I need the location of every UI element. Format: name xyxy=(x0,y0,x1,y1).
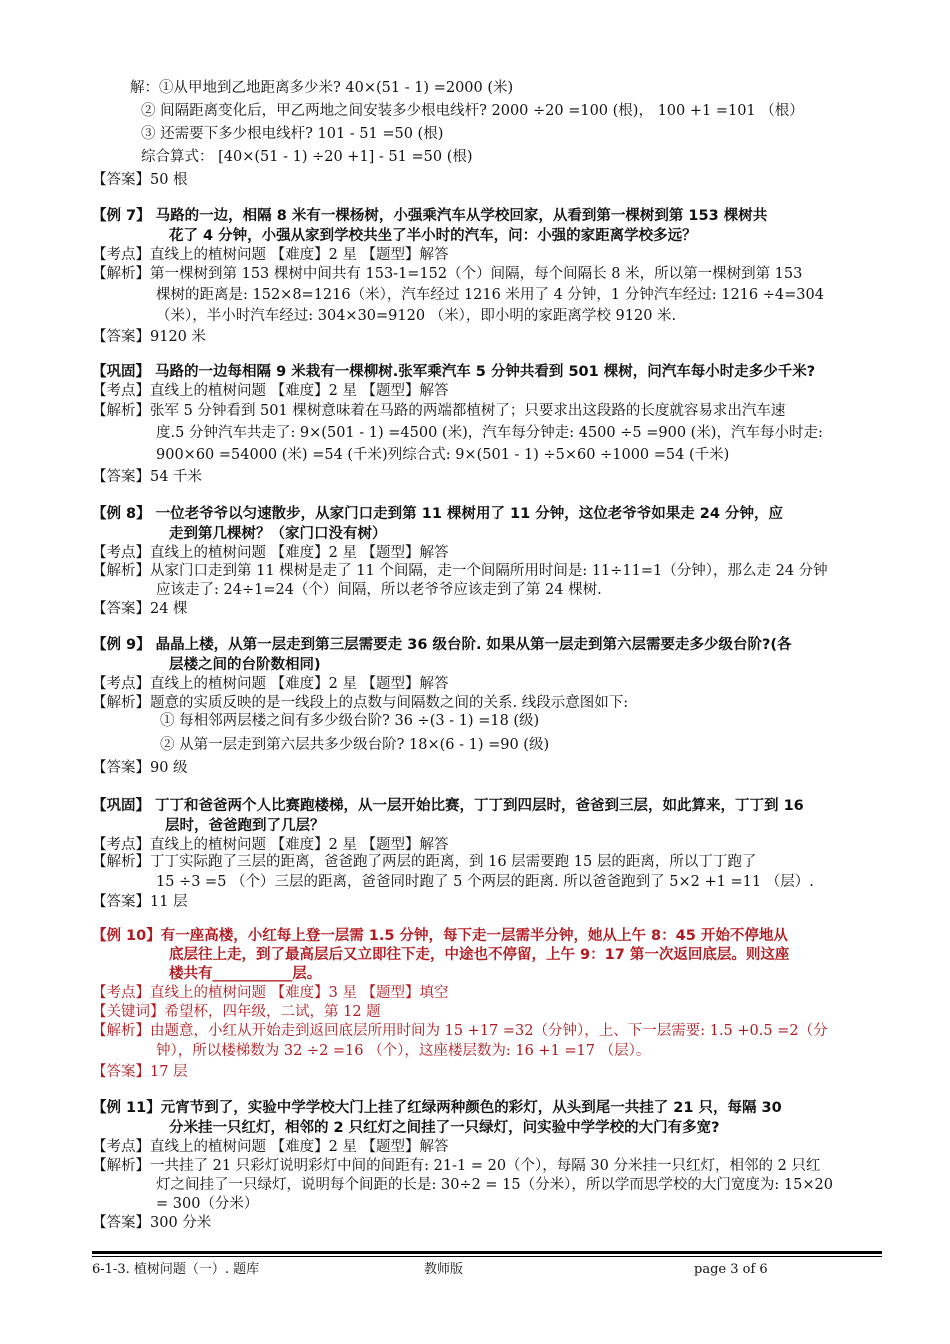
analysis-line: ② 从第一层走到第六层共多少级台阶? 18×(6 - 1) =90 (级) xyxy=(160,737,550,753)
question-line: 底层往上走，到了最高层后又立即往下走，中途也不停留，上午 9：17 第一次返回底层。则这座 xyxy=(169,947,790,963)
analysis-line: （米），半小时汽车经过: 304×30=9120 （米），即小明的家距离学校 9120 米. xyxy=(156,308,677,324)
analysis-line: 【解析】张军 5 分钟看到 501 棵树意味着在马路的两端都植树了；只要求出这段路的长度就容易求出汽车速 xyxy=(92,403,786,419)
question-line: 【例 7】 马路的一边，相隔 8 米有一棵杨树，小强乘汽车从学校回家，从看到第一棵树到第 153 棵树共 xyxy=(92,208,768,224)
topic-line: 【考点】直线上的植树问题 【难度】3 星 【题型】填空 xyxy=(92,985,449,1001)
question-line: 【例 8】 一位老爷爷以匀速散步，从家门口走到第 11 棵树用了 11 分钟，这位老爷爷如果走 24 分钟，应 xyxy=(92,506,784,522)
analysis-line: 灯之间挂了一只绿灯，说明每个间距的长是: 30÷2 = 15（分米），所以学而思学校的大门宽度为: 15×20 xyxy=(156,1177,833,1193)
analysis-line: 应该走了: 24÷1=24（个）间隔，所以老爷爷应该走到了第 24 棵树. xyxy=(156,582,602,598)
answer: 【答案】17 层 xyxy=(92,1064,188,1080)
question-line: 【巩固】 马路的一边每相隔 9 米栽有一棵柳树.张军乘汽车 5 分钟共看到 501 棵树，问汽车每小时走多少千米? xyxy=(92,364,816,380)
topic-line: 【考点】直线上的植树问题 【难度】2 星 【题型】解答 xyxy=(92,247,449,263)
topic-line: 【考点】直线上的植树问题 【难度】2 星 【题型】解答 xyxy=(92,676,449,692)
question-line: 【例 11】元宵节到了，实验中学学校大门上挂了红绿两种颜色的彩灯，从头到尾一共挂了 21 只，每隔 30 xyxy=(92,1100,782,1116)
answer: 【答案】24 棵 xyxy=(92,601,188,617)
analysis-line: 900×60 =54000 (米) =54 (千米)列综合式: 9×(501 - 1) ÷5×60 ÷1000 =54 (千米) xyxy=(156,447,730,463)
topic-line: 【考点】直线上的植树问题 【难度】2 星 【题型】解答 xyxy=(92,837,449,853)
solution-step-3: ③ 还需要下多少根电线杆? 101 - 51 =50 (根) xyxy=(141,126,444,142)
question-line: 分米挂一只红灯，相邻的 2 只红灯之间挂了一只绿灯，问实验中学学校的大门有多宽? xyxy=(169,1120,720,1136)
answer: 【答案】54 千米 xyxy=(92,469,203,485)
topic-line: 【考点】直线上的植树问题 【难度】2 星 【题型】解答 xyxy=(92,545,449,561)
question-line: 层时，爸爸跑到了几层？ xyxy=(165,818,325,834)
analysis-line: ① 每相邻两层楼之间有多少级台阶? 36 ÷(3 - 1) =18 (级) xyxy=(160,713,540,729)
keyword-line: 【关键词】希望杯，四年级，二试，第 12 题 xyxy=(92,1004,381,1020)
analysis-line: 【解析】从家门口走到第 11 棵树是走了 11 个间隔，走一个间隔所用时间是: 11÷11=1（分钟），那么走 24 分钟 xyxy=(92,563,828,579)
solution-step-2: ② 间隔距离变化后，甲乙两地之间安装多少根电线杆? 2000 ÷20 =100 (根)， 100 +1 =101 （根） xyxy=(141,103,804,119)
question-line: 走到第几棵树？（家门口没有树） xyxy=(169,526,387,542)
question-line: 【巩固】 丁丁和爸爸两个人比赛跑楼梯，从一层开始比赛，丁丁到四层时，爸爸到三层，如此算来，丁丁到 16 xyxy=(92,798,804,814)
answer: 【答案】300 分米 xyxy=(92,1215,212,1231)
answer: 【答案】11 层 xyxy=(92,894,188,910)
question-line: 【例 10】有一座高楼，小红每上登一层需 1.5 分钟，每下走一层需半分钟，她从上午 8：45 开始不停地从 xyxy=(92,928,788,944)
analysis-line: 【解析】题意的实质反映的是一线段上的点数与间隔数之间的关系. 线段示意图如下: xyxy=(92,695,629,711)
footer-rule-thin xyxy=(92,1256,882,1257)
analysis-line: 度.5 分钟汽车共走了: 9×(501 - 1) =4500 (米)，汽车每分钟走: 4500 ÷5 =900 (米)，汽车每小时走: xyxy=(156,425,823,441)
footer-page-number: page 3 of 6 xyxy=(694,1262,768,1277)
analysis-line: 钟），所以楼梯数为 32 ÷2 =16 （个），这座楼层数为: 16 +1 =17 （层）。 xyxy=(156,1043,651,1059)
topic-line: 【考点】直线上的植树问题 【难度】2 星 【题型】解答 xyxy=(92,383,449,399)
footer-edition: 教师版 xyxy=(424,1262,464,1277)
answer: 【答案】9120 米 xyxy=(92,329,207,345)
analysis-line: 棵树的距离是: 152×8=1216（米），汽车经过 1216 米用了 4 分钟，1 分钟汽车经过: 1216 ÷4=304 xyxy=(156,287,824,303)
answer: 【答案】90 级 xyxy=(92,760,188,776)
analysis-line: 【解析】第一棵树到第 153 棵树中间共有 153-1=152（个）间隔，每个间隔长 8 米，所以第一棵树到第 153 xyxy=(92,266,803,282)
solution-combined: 综合算式： [40×(51 - 1) ÷20 +1] - 51 =50 (根) xyxy=(141,149,473,165)
analysis-line: = 300（分米） xyxy=(156,1196,259,1212)
question-line: 楼共有___________层。 xyxy=(169,966,322,982)
footer-title: 6-1-3. 植树问题（一）. 题库 xyxy=(92,1262,260,1277)
answer: 【答案】50 根 xyxy=(92,172,188,188)
analysis-line: 【解析】由题意，小红从开始走到返回底层所用时间为 15 +17 =32（分钟），上、下一层需要: 1.5 +0.5 =2（分 xyxy=(92,1023,828,1039)
analysis-line: 15 ÷3 =5 （个）三层的距离，爸爸同时跑了 5 个两层的距离. 所以爸爸跑到了 5×2 +1 =11 （层）. xyxy=(156,874,814,890)
footer-rule-thick xyxy=(92,1251,882,1254)
topic-line: 【考点】直线上的植树问题 【难度】2 星 【题型】解答 xyxy=(92,1139,449,1155)
analysis-line: 【解析】丁丁实际跑了三层的距离，爸爸跑了两层的距离，到 16 层需要跑 15 层的距离，所以丁丁跑了 xyxy=(92,854,757,870)
question-line: 【例 9】 晶晶上楼，从第一层走到第三层需要走 36 级台阶. 如果从第一层走到第六层需要走多少级台阶?(各 xyxy=(92,637,792,653)
solution-step-1: 解：①从甲地到乙地距离多少米? 40×(51 - 1) =2000 (米) xyxy=(130,80,514,96)
question-line: 层楼之间的台阶数相同) xyxy=(169,657,321,673)
question-line: 花了 4 分钟，小强从家到学校共坐了半小时的汽车，问：小强的家距离学校多远？ xyxy=(169,228,697,244)
analysis-line: 【解析】一共挂了 21 只彩灯说明彩灯中间的间距有: 21-1 = 20（个），每隔 30 分米挂一只红灯，相邻的 2 只红 xyxy=(92,1158,821,1174)
